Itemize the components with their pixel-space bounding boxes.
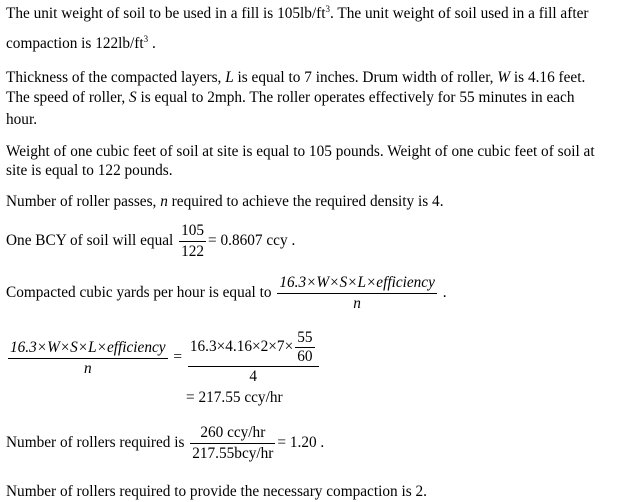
unit-weight-fill: 105lb/ft: [277, 5, 326, 22]
para-bcy: [6, 222, 295, 261]
text: Thickness of the compacted layers,: [6, 69, 226, 86]
text: One BCY of soil will equal: [6, 232, 178, 250]
exponent: 3: [143, 34, 149, 44]
denominator: 60: [297, 348, 313, 365]
exponent: 3: [325, 4, 331, 14]
text: required to achieve the required density is 4.: [167, 193, 444, 210]
var-n: n: [160, 193, 168, 210]
para-roller-line-3: [6, 110, 37, 129]
text: Number of rollers required to provide the necessary compaction is 2.: [6, 483, 427, 500]
para-unit-weight-line-1: [6, 4, 588, 23]
text: Number of roller passes,: [6, 193, 161, 210]
rhs-fraction: [188, 330, 319, 386]
numerator: 16.3×W×S×L×efficiency: [277, 274, 437, 294]
para-compacted-cy: [6, 274, 447, 313]
text: . The unit weight of soil used in a fill after: [330, 5, 589, 22]
text: hour.: [6, 111, 38, 128]
equals-sign: =: [173, 348, 183, 366]
para-weight-line-2: [6, 161, 173, 180]
fraction-rollers: [190, 424, 275, 463]
numerator: 55: [297, 329, 313, 346]
unit-weight-compacted: 122lb/ft: [95, 35, 144, 52]
para-passes: [6, 192, 444, 211]
text: .: [438, 284, 447, 302]
var-S: S: [129, 89, 137, 106]
var-L: L: [225, 69, 234, 86]
text: Weight of one cubic feet of soil at site is equal to 105 pounds. Weight of one cubic feet of soil at: [6, 143, 595, 160]
text: site is equal to 122 pounds.: [6, 162, 173, 179]
product: 16.3×4.16×2×7×: [189, 338, 294, 356]
denominator: 217.55bcy/hr: [192, 445, 274, 462]
para-unit-weight-line-2: [6, 34, 156, 53]
denominator: n: [353, 295, 361, 312]
var-W: W: [497, 69, 511, 86]
numerator: 16.3×W×S×L×efficiency: [8, 339, 168, 359]
numerator: 105: [179, 222, 206, 242]
text: = 0.8607 ccy .: [208, 232, 296, 250]
denominator: 4: [249, 368, 257, 385]
text: Compacted cubic yards per hour is equal to: [6, 284, 276, 302]
para-roller-line-2: [6, 88, 574, 107]
fraction-formula: [277, 274, 437, 313]
text: = 1.20 .: [277, 434, 325, 452]
equation-result: [186, 388, 283, 407]
text: is 4.16 feet.: [510, 69, 586, 86]
speed-value: 2mph: [207, 89, 243, 106]
denominator: 122: [181, 243, 205, 260]
text: .: [148, 35, 156, 52]
text: The speed of roller,: [6, 89, 129, 106]
numerator: [188, 330, 319, 367]
denominator: n: [83, 359, 92, 377]
para-roller-line-1: [6, 68, 585, 87]
para-weight-line-1: [6, 142, 595, 161]
text: . The roller operates effectively for 55 minutes in each: [242, 89, 575, 106]
text: compaction is: [6, 35, 96, 52]
inner-fraction-55-60: [295, 330, 314, 365]
text: is equal to 7 inches. Drum width of roller,: [233, 69, 498, 86]
text: The unit weight of soil to be used in a fill is: [6, 5, 278, 22]
para-conclusion: [6, 482, 427, 501]
fraction-105-122: [179, 222, 206, 261]
text: Number of rollers required is: [6, 434, 189, 452]
lhs-fraction: [8, 339, 168, 378]
text: is equal to: [136, 89, 208, 106]
para-rollers-ratio: [6, 424, 324, 463]
equation-row: [6, 330, 321, 386]
text: = 217.55 ccy/hr: [186, 389, 283, 406]
numerator: 260 ccy/hr: [190, 424, 275, 444]
